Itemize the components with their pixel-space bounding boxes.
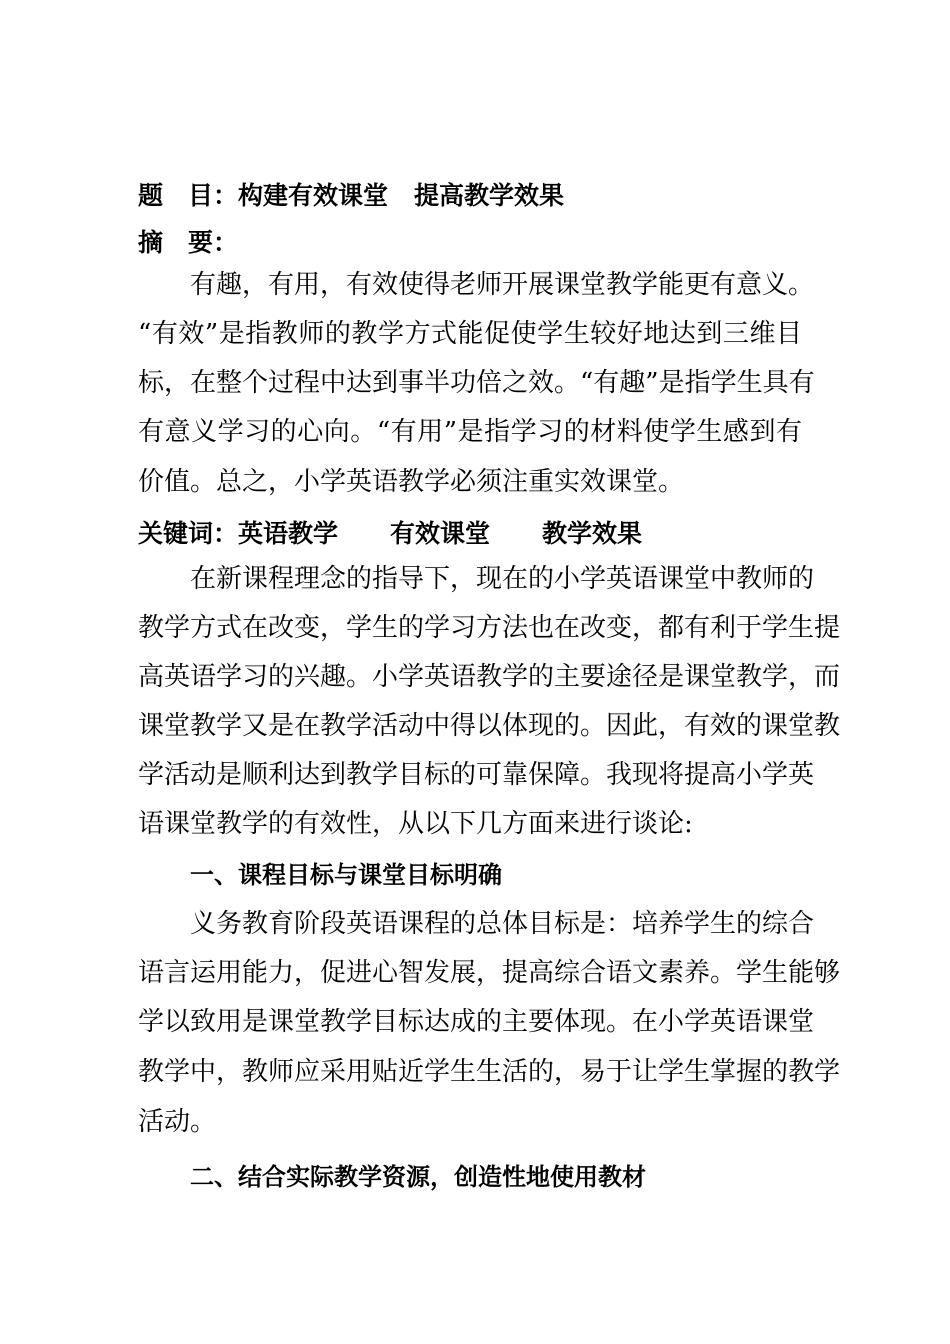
intro-line: 语课堂教学的有效性，从以下几方面来进行谈论: (138, 809, 693, 839)
abstract-line: 有趣，有用，有效使得老师开展课堂教学能更有意义。 (190, 270, 815, 300)
keyword-item: 教学效果 (542, 519, 643, 548)
title-part-2: 提高教学效果 (414, 181, 565, 210)
section-1-line: 活动。 (138, 1107, 217, 1137)
section-1-line: 语言运用能力，促进心智发展，提高综合语文素养。学生能够 (138, 958, 841, 988)
keywords-label: 关键词： (138, 519, 239, 548)
intro-line: 课堂教学又是在教学活动中得以体现的。因此，有效的课堂教 (138, 711, 841, 741)
abstract-label: 摘 要： (138, 228, 239, 257)
intro-line: 学活动是顺利达到教学目标的可靠保障。我现将提高小学英 (138, 760, 815, 790)
section-1-heading: 一、课程目标与课堂目标明确 (190, 861, 502, 889)
abstract-line: 价值。总之，小学英语教学必须注重实效课堂。 (138, 467, 685, 497)
intro-line: 在新课程理念的指导下，现在的小学英语课堂中教师的 (190, 564, 815, 594)
title-part-1: 构建有效课堂 (238, 181, 389, 210)
section-1-line: 义务教育阶段英语课程的总体目标是：培养学生的综合 (190, 909, 815, 939)
section-1-line: 学以致用是课堂教学目标达成的主要体现。在小学英语课堂 (138, 1007, 815, 1037)
keyword-item: 英语教学 (238, 519, 339, 548)
keyword-item: 有效课堂 (390, 519, 491, 548)
intro-line: 教学方式在改变，学生的学习方法也在改变，都有利于学生提 (138, 613, 841, 643)
title-label: 题 目： (138, 181, 239, 210)
title-line (138, 180, 564, 212)
keywords-line (138, 518, 642, 550)
section-1-line: 教学中，教师应采用贴近学生生活的，易于让学生掌握的教学 (138, 1057, 841, 1087)
intro-line: 高英语学习的兴趣。小学英语教学的主要途径是课堂教学，而 (138, 662, 841, 692)
abstract-line: 有意义学习的心向。“有用”是指学习的材料使学生感到有 (138, 417, 802, 447)
abstract-line: 标，在整个过程中达到事半功倍之效。“有趣”是指学生具有 (138, 368, 815, 398)
abstract-line: “有效”是指教师的教学方式能促使学生较好地达到三维目 (138, 319, 802, 349)
section-2-heading: 二、结合实际教学资源，创造性地使用教材 (190, 1163, 646, 1191)
